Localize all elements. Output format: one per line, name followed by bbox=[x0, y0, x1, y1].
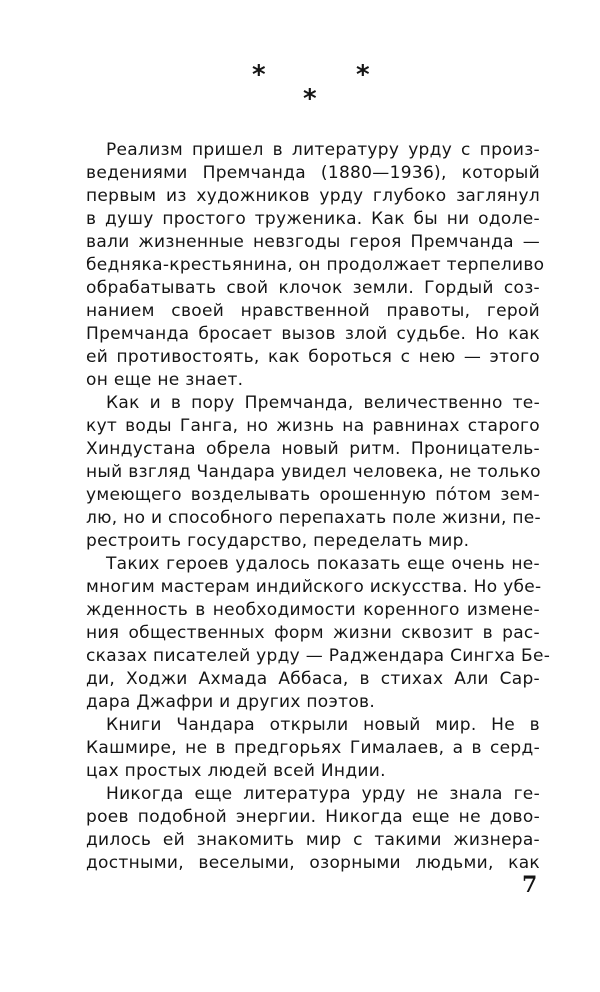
ornament-star: * bbox=[356, 60, 370, 90]
text-line: роев подобной энергии. Никогда еще не дово- bbox=[86, 807, 540, 827]
text-line: дилось ей знакомить мир с такими жизнера- bbox=[86, 830, 540, 850]
text-line: ния общественных форм жизни сквозит в рас- bbox=[86, 623, 540, 643]
text-line: Как и в пору Премчанда, величественно те- bbox=[106, 393, 540, 413]
paragraph bbox=[86, 392, 540, 553]
text-line: кут воды Ганга, но жизнь на равнинах старого bbox=[86, 416, 540, 436]
text-line: первым из художников урду глубоко заглянул bbox=[86, 186, 540, 206]
paragraph bbox=[86, 714, 540, 783]
text-line: достными, веселыми, озорными людьми, как bbox=[86, 853, 540, 873]
text-line: вали жизненные невзгоды героя Премчанда — bbox=[86, 232, 540, 252]
text-line: Премчанда бросает вызов злой судьбе. Но как bbox=[86, 324, 540, 344]
text-line: ди, Ходжи Ахмада Аббаса, в стихах Али Сар- bbox=[86, 669, 540, 689]
text-line: Никогда еще литература урду не знала ге- bbox=[106, 784, 540, 804]
text-line: умеющего возделывать орошенную пóтом зем- bbox=[86, 485, 540, 505]
body-text bbox=[86, 139, 551, 875]
text-line: рестроить государство, переделать мир. bbox=[86, 531, 470, 551]
text-line: бедняка-крестьянина, он продолжает терпеливо bbox=[86, 255, 545, 275]
text-line: Книги Чандара открыли новый мир. Не в bbox=[106, 715, 540, 735]
text-line: сказах писателей урду — Раджендара Сингха Бе- bbox=[86, 646, 551, 666]
ornament-star: * bbox=[252, 60, 266, 90]
text-line: нанием своей нравственной правоты, герой bbox=[86, 301, 540, 321]
ornament-star: * bbox=[303, 84, 317, 114]
paragraph bbox=[86, 553, 551, 714]
text-line: жденность в необходимости коренного измене- bbox=[86, 600, 540, 620]
section-ornament bbox=[0, 62, 600, 112]
text-line: цах простых людей всей Индии. bbox=[86, 761, 386, 781]
text-line: ный взгляд Чандара увидел человека, не только bbox=[86, 462, 541, 482]
text-line: дара Джафри и других поэтов. bbox=[86, 692, 376, 712]
text-line: Таких героев удалось показать еще очень не- bbox=[106, 554, 540, 574]
text-line: Реализм пришел в литературу урду с произ- bbox=[106, 140, 540, 160]
text-line: Кашмире, не в предгорьях Гималаев, а в серд- bbox=[86, 738, 540, 758]
paragraph bbox=[86, 139, 545, 392]
text-line: в душу простого труженика. Как бы ни одоле- bbox=[86, 209, 540, 229]
text-line: обрабатывать свой клочок земли. Гордый соз- bbox=[86, 278, 540, 298]
text-line: лю, но и способного перепахать поле жизни, пе- bbox=[86, 508, 541, 528]
text-line: он еще не знает. bbox=[86, 370, 244, 390]
text-line: многим мастерам индийского искусства. Но убе- bbox=[86, 577, 542, 597]
paragraph bbox=[86, 783, 540, 875]
page-number: 7 bbox=[522, 872, 538, 898]
text-line: ей противостоять, как бороться с нею — этого bbox=[86, 347, 540, 367]
text-line: ведениями Премчанда (1880—1936), который bbox=[86, 163, 540, 183]
text-line: Хиндустана обрела новый ритм. Проницатель- bbox=[86, 439, 540, 459]
